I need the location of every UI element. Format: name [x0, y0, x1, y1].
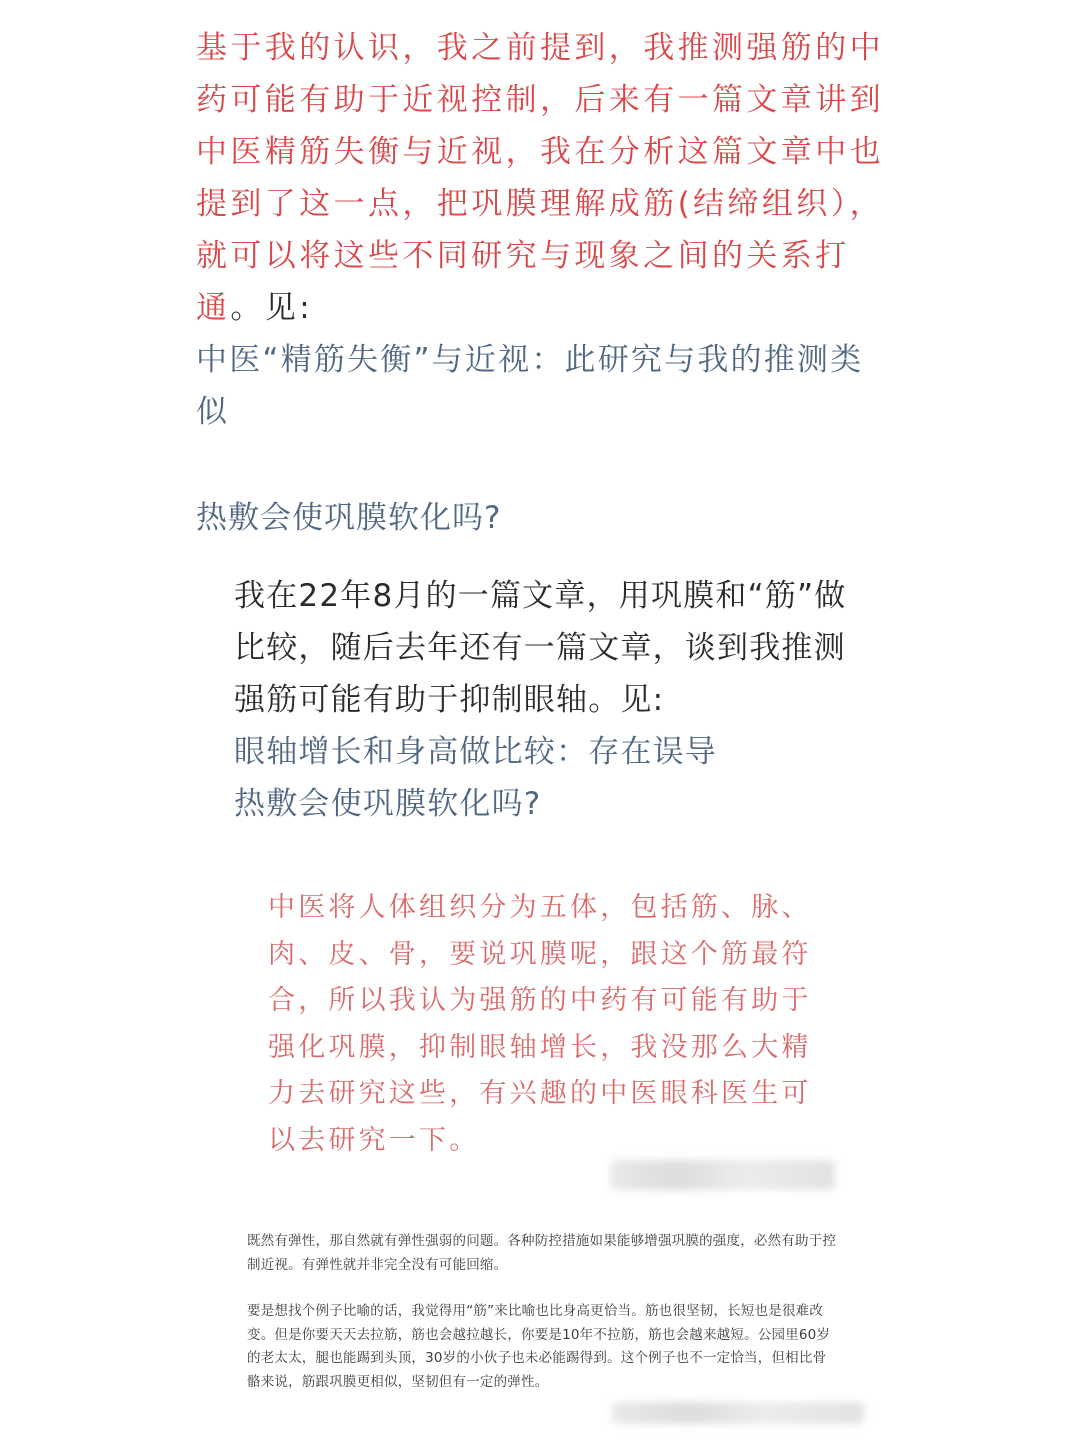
blurred-watermark-top	[610, 1160, 835, 1190]
quoted-paragraph	[234, 570, 874, 830]
link-tcm-myopia-article[interactable]: 中医“精筋失衡”与近视：此研究与我的推测类似	[196, 342, 864, 430]
intro-see-suffix: 。见:	[230, 290, 314, 326]
screenshot-paragraph-1: 既然有弹性，那自然就有弹性强弱的问题。各种防控措施如果能够增强巩膜的强度，必然有助于控制近视。有弹性就并非完全没有可能回缩。	[247, 1233, 837, 1273]
intro-red-text: 基于我的认识，我之前提到，我推测强筋的中药可能有助于近视控制，后来有一篇文章讲到中医精筋失衡与近视，我在分析这篇文章中也提到了这一点，把巩膜理解成筋(结缔组织），就可以将这些不同研究与现象之间的关系打通	[196, 30, 884, 326]
embedded-screenshot-text	[247, 1230, 837, 1417]
link-axial-length-height[interactable]: 眼轴增长和身高做比较：存在误导	[234, 734, 717, 770]
blurred-watermark-bottom	[612, 1402, 864, 1424]
screenshot-paragraph-2: 要是想找个例子比喻的话，我觉得用“筋”来比喻也比身高更恰当。筋也很坚韧，长短也是很难改变。但是你要天天去拉筋，筋也会越拉越长，你要是10年不拉筋，筋也会越来越短。公园里60岁的老太太，腿也能踢到头顶，30岁的小伙子也未必能踢得到。这个例子也不一定恰当，但相比骨骼来说，筋跟巩膜更相似，坚韧但有一定的弹性。	[247, 1303, 831, 1390]
section-heading-hot-compress[interactable]: 热敷会使巩膜软化吗?	[196, 500, 502, 536]
link-hot-compress-sclera[interactable]: 热敷会使巩膜软化吗?	[234, 786, 542, 822]
tcm-quote: 中医将人体组织分为五体，包括筋、脉、肉、皮、骨，要说巩膜呢，跟这个筋最符合，所以我认为强筋的中药有可能有助于强化巩膜，抑制眼轴增长，我没那么大精力去研究这些，有兴趣的中医眼科医生可以去研究一下。	[268, 892, 812, 1156]
intro-paragraph	[196, 22, 896, 438]
quoted-text: 我在22年8月的一篇文章，用巩膜和“筋”做比较，随后去年还有一篇文章，谈到我推测强筋可能有助于抑制眼轴。见:	[234, 578, 847, 718]
